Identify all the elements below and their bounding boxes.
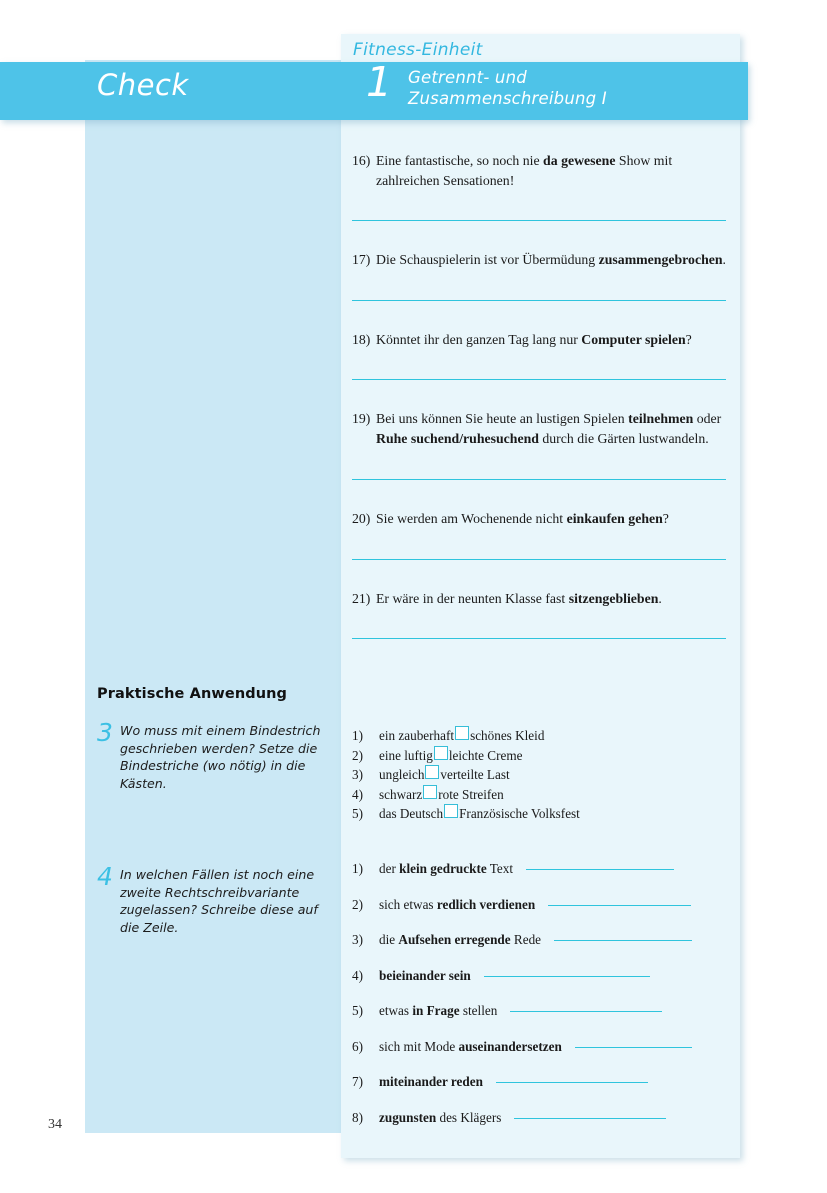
task-number-4: 4 (97, 862, 113, 891)
sentence-row (352, 509, 726, 529)
exercise-4-list (352, 861, 726, 1145)
phrase-text (379, 968, 471, 984)
variant-exercise-row (352, 1110, 726, 1146)
task-instruction-3 (97, 718, 327, 792)
word-part-after: leichte Creme (448, 747, 523, 763)
write-in-line[interactable] (484, 976, 650, 977)
emphasis-text: zusammengebrochen (598, 252, 723, 267)
phrase-text (379, 1074, 483, 1090)
item-number: 2) (352, 896, 363, 912)
variant-exercise-row (352, 1003, 726, 1039)
exercise-3-list (352, 726, 726, 824)
item-number: 3) (352, 932, 363, 947)
item-number: 8) (352, 1109, 363, 1125)
plain-text: der (379, 861, 400, 876)
sentence-item (352, 409, 726, 480)
emphasis-text: teilnehmen (628, 411, 694, 426)
plain-text: ? (685, 331, 692, 347)
write-in-line[interactable] (496, 1082, 648, 1083)
plain-text: sich etwas (379, 896, 437, 912)
answer-line[interactable] (352, 559, 726, 560)
sentence-row (352, 330, 726, 350)
sentence-item (352, 151, 726, 221)
phrase-text (379, 1003, 497, 1019)
phrase-text (379, 1039, 562, 1055)
sentence-text (376, 589, 726, 609)
item-number: 4) (352, 967, 363, 983)
sentence-text (376, 151, 726, 190)
unit-number: 1 (366, 58, 393, 106)
write-in-line[interactable] (514, 1118, 666, 1119)
plain-text: des Klägers (436, 1109, 502, 1125)
phrase-text (379, 932, 541, 948)
plain-text: die (379, 932, 399, 947)
hyphen-checkbox[interactable] (455, 726, 469, 740)
plain-text: Show mit zahlreichen Sensationen! (376, 153, 673, 188)
hyphen-exercise-row (352, 765, 726, 785)
sentence-item (352, 509, 726, 560)
plain-text: Text (486, 861, 514, 876)
write-in-line[interactable] (548, 905, 691, 906)
unit-title-line-2: Zusammenschreibung I (408, 89, 607, 108)
hyphen-exercise-row (352, 746, 726, 766)
plain-text: . (658, 590, 662, 606)
emphasis-text: auseinandersetzen (458, 1038, 562, 1054)
emphasis-text: klein gedruckte (399, 861, 487, 876)
sentence-number: 17) (352, 252, 371, 267)
sentence-text (376, 250, 726, 270)
practical-application-heading: Praktische Anwendung (97, 686, 288, 702)
plain-text: sich mit Mode (379, 1038, 459, 1054)
emphasis-text: miteinander reden (379, 1074, 483, 1089)
word-part-before: schwarz (379, 786, 423, 802)
emphasis-text: sitzengeblieben (568, 590, 659, 606)
task-instruction-4 (97, 862, 327, 936)
word-part-before: eine luftig (379, 747, 433, 763)
word-part-after: rote Streifen (438, 786, 504, 802)
emphasis-text: beieinander sein (379, 967, 471, 983)
hyphen-checkbox[interactable] (434, 746, 448, 760)
plain-text: stellen (459, 1003, 498, 1018)
hyphen-exercise-row (352, 785, 726, 805)
write-in-line[interactable] (554, 940, 692, 941)
unit-title-line-1: Getrennt- und (408, 68, 527, 87)
item-number: 5) (352, 1003, 363, 1018)
variant-exercise-row (352, 861, 726, 897)
hyphen-checkbox[interactable] (423, 785, 437, 799)
emphasis-text: redlich verdienen (436, 896, 536, 912)
word-part-after: verteilte Last (440, 767, 510, 782)
sentence-number: 20) (352, 511, 371, 526)
emphasis-text: einkaufen gehen (566, 511, 663, 526)
sentence-text (376, 409, 726, 448)
emphasis-text: Ruhe suchend/ruhesuchend (376, 430, 539, 446)
task-text-3: Wo muss mit einem Bindestrich geschrieben werden? Setze die Bindestriche (wo nötig) in die Kästen. (120, 723, 321, 791)
sentence-text (376, 509, 726, 529)
plain-text: Rede (510, 932, 542, 947)
hyphen-exercise-row (352, 726, 726, 746)
fitness-unit-label: Fitness-Einheit (353, 40, 483, 60)
emphasis-text: in Frage (412, 1003, 460, 1018)
plain-text: Sie werden am Wochenende nicht (376, 511, 567, 526)
variant-exercise-row (352, 932, 726, 968)
plain-text: ? (662, 511, 669, 526)
emphasis-text: Aufsehen erregende (398, 932, 511, 947)
write-in-line[interactable] (510, 1011, 662, 1012)
variant-exercise-row (352, 968, 726, 1004)
plain-text: Bei uns können Sie heute an lustigen Spielen (376, 411, 629, 426)
item-number: 7) (352, 1074, 363, 1089)
answer-line[interactable] (352, 300, 726, 301)
answer-line[interactable] (352, 220, 726, 221)
sentence-row (352, 151, 726, 190)
plain-text: Er wäre in der neunten Klasse fast (376, 590, 569, 606)
item-number: 2) (352, 747, 363, 763)
word-part-after: Französische Volksfest (459, 806, 580, 821)
word-part-before: ungleich (379, 767, 425, 782)
write-in-line[interactable] (526, 869, 674, 870)
emphasis-text: Computer spielen (581, 331, 686, 347)
answer-line[interactable] (352, 479, 726, 480)
plain-text: . (722, 252, 726, 267)
sidebar-panel (85, 60, 341, 1133)
sentence-row (352, 409, 726, 448)
word-part-before: das Deutsch (379, 806, 444, 821)
plain-text: etwas (379, 1003, 413, 1018)
answer-line[interactable] (352, 638, 726, 639)
hyphen-checkbox[interactable] (425, 765, 439, 779)
item-number: 5) (352, 806, 363, 821)
plain-text: oder (693, 411, 722, 426)
task-text-4: In welchen Fällen ist noch eine zweite Rechtschreibvariante zugelassen? Schreibe diese auf die Zeile. (120, 867, 318, 935)
task-number-3: 3 (97, 718, 113, 747)
sentence-item (352, 589, 726, 640)
plain-text: Könntet ihr den ganzen Tag lang nur (376, 331, 582, 347)
sentence-text (376, 330, 726, 350)
plain-text: durch die Gärten lustwandeln. (538, 430, 709, 446)
emphasis-text: da gewesene (543, 153, 616, 168)
item-number: 3) (352, 767, 363, 782)
word-part-before: ein zauberhaft (379, 728, 455, 743)
answer-line[interactable] (352, 379, 726, 380)
sentence-row (352, 250, 726, 270)
item-number: 6) (352, 1038, 363, 1054)
item-number: 1) (352, 728, 363, 743)
variant-exercise-row (352, 897, 726, 933)
hyphen-exercise-row (352, 804, 726, 824)
item-number: 1) (352, 861, 363, 876)
sentence-number: 21) (352, 590, 371, 606)
phrase-text (379, 1110, 501, 1126)
sentence-exercise-list (352, 151, 726, 668)
sentence-number: 18) (352, 331, 371, 347)
item-number: 4) (352, 786, 363, 802)
page-title-check: Check (97, 68, 189, 102)
variant-exercise-row (352, 1074, 726, 1110)
sentence-row (352, 589, 726, 609)
page-number: 34 (48, 1117, 62, 1132)
variant-exercise-row (352, 1039, 726, 1075)
sentence-item (352, 330, 726, 381)
plain-text: Die Schauspielerin ist vor Übermüdung (376, 252, 599, 267)
plain-text: Eine fantastische, so noch nie (376, 153, 544, 168)
sentence-item (352, 250, 726, 301)
sentence-number: 16) (352, 153, 371, 168)
emphasis-text: zugunsten (379, 1109, 437, 1125)
hyphen-checkbox[interactable] (444, 804, 458, 818)
unit-title (408, 67, 607, 109)
word-part-after: schönes Kleid (470, 728, 545, 743)
phrase-text (379, 897, 535, 913)
sentence-number: 19) (352, 411, 371, 426)
write-in-line[interactable] (575, 1047, 692, 1048)
phrase-text (379, 861, 513, 877)
